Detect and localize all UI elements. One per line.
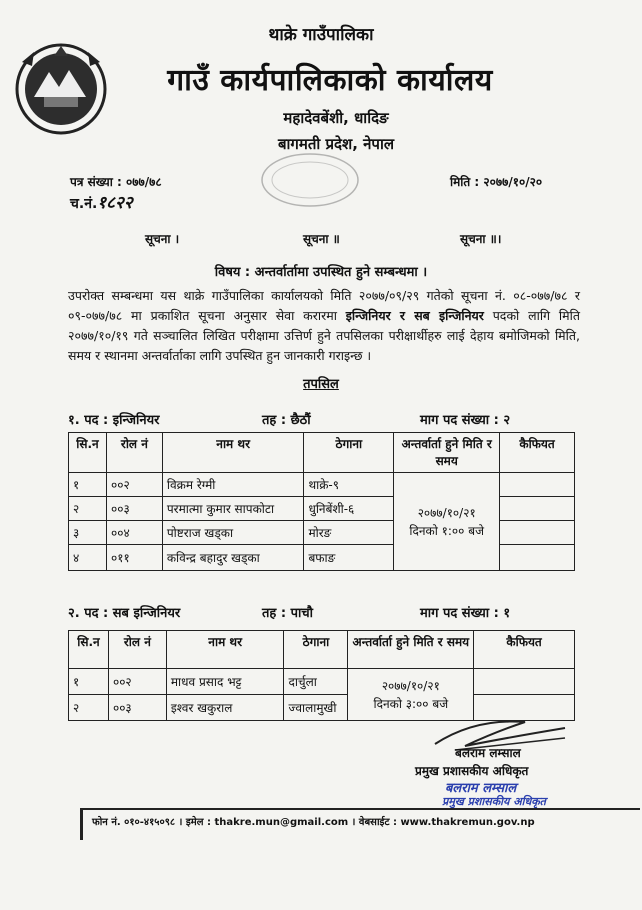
col-header-roll: रोल नं [108, 631, 166, 669]
body-bold-posts: इन्जिनियर र सब इन्जिनियर [345, 308, 484, 323]
cell-remarks [500, 497, 575, 521]
cell-name: कविन्द्र बहादुर खड्का [162, 545, 304, 571]
body-paragraph [68, 286, 580, 366]
cell-name: विक्रम रेग्मी [162, 473, 304, 497]
cell-remarks [500, 545, 575, 571]
cell-roll: ००२ [106, 473, 162, 497]
address-line-2: बागमती प्रदेश, नेपाल [277, 135, 395, 153]
col-header-sn: सि.न [69, 631, 109, 669]
sub-engineer-table [68, 630, 575, 721]
schedule-heading: तपसिल [303, 377, 339, 392]
body-text-1: उपरोक्त सम्बन्धमा यस थाक्रे गाउँपालिका कार्यालयको मिति २०७७/०९/२९ गतेको सूचना नं. ०८-०७७/७८ र ०९-०७७/७८ मा प्रकाशित सूचना अनुसार सेवा करारमा [68, 288, 580, 323]
col-header-interview: अन्तर्वार्ता हुने मिति र समय [348, 631, 474, 669]
interview-schedule-cell [394, 473, 500, 571]
dispatch-prefix: च.नं. [70, 196, 98, 212]
engineer-table [68, 432, 575, 571]
signatory-title: प्रमुख प्रशासकीय अधिकृत [415, 764, 529, 778]
cell-sn: २ [69, 695, 109, 721]
municipality-name: थाक्रे गाउँपालिका [268, 25, 374, 45]
cell-roll: ००२ [108, 669, 166, 695]
dispatch-value: १८२२ [97, 193, 133, 213]
notice-label-1: सूचना । [145, 232, 180, 246]
cell-roll: ०११ [106, 545, 162, 571]
cell-name: इश्वर खकुराल [166, 695, 284, 721]
table-row [69, 669, 575, 695]
signatory-name: बलराम लम्साल [455, 746, 521, 760]
interview-time: दिनको १:०० बजे [409, 523, 484, 538]
dispatch-number [70, 190, 133, 213]
reference-number: पत्र संख्या : ०७७/७८ [70, 175, 162, 189]
cell-roll: ००४ [106, 521, 162, 545]
col-header-address: ठेगाना [284, 631, 348, 669]
cell-sn: ३ [69, 521, 107, 545]
cell-sn: ४ [69, 545, 107, 571]
cell-remarks [500, 521, 575, 545]
stamp-name: बलराम लम्साल [445, 781, 517, 796]
cell-address: दार्चुला [284, 669, 348, 695]
post-2-level: तह : पाचौ [262, 606, 313, 621]
cell-remarks [500, 473, 575, 497]
cell-sn: १ [69, 473, 107, 497]
stamp-title: प्रमुख प्रशासकीय अधिकृत [442, 795, 546, 808]
interview-date: २०७७/१०/२१ [417, 505, 476, 520]
col-header-name: नाम थर [162, 433, 304, 473]
cell-sn: २ [69, 497, 107, 521]
footer-divider [80, 808, 640, 810]
post-1-title: १. पद : इन्जिनियर [68, 413, 160, 428]
post-2-title: २. पद : सब इन्जिनियर [68, 606, 181, 621]
cell-address: बफाङ [304, 545, 394, 571]
cell-name: पोष्टराज खड्का [162, 521, 304, 545]
cell-remarks [474, 669, 575, 695]
letter-date: मिति : २०७७/१०/२० [450, 175, 543, 189]
cell-roll: ००३ [106, 497, 162, 521]
col-header-name: नाम थर [166, 631, 284, 669]
col-header-roll: रोल नं [106, 433, 162, 473]
cell-name: परमात्मा कुमार सापकोटा [162, 497, 304, 521]
interview-date: २०७७/१०/२१ [381, 678, 440, 693]
address-line-1: महादेवबेंशी, धादिङ [283, 109, 389, 127]
footer-bar [80, 808, 83, 840]
table-row [69, 473, 575, 497]
office-title: गाउँ कार्यपालिकाको कार्यालय [167, 63, 493, 98]
cell-sn: १ [69, 669, 109, 695]
col-header-address: ठेगाना [304, 433, 394, 473]
cell-address: धुनिबेंशी-६ [304, 497, 394, 521]
cell-address: ज्वालामुखी [284, 695, 348, 721]
subject-line: विषय : अन्तर्वार्तामा उपस्थित हुने सम्बन्धमा । [214, 265, 428, 280]
cell-name: माधव प्रसाद भट्ट [166, 669, 284, 695]
notice-label-3: सूचना ॥। [460, 232, 502, 246]
office-stamp-icon [255, 150, 365, 210]
col-header-remarks: कैफियत [500, 433, 575, 473]
col-header-sn: सि.न [69, 433, 107, 473]
notice-label-2: सूचना ॥ [303, 232, 340, 246]
col-header-remarks: कैफियत [474, 631, 575, 669]
post-1-level: तह : छैठौं [262, 413, 311, 428]
cell-roll: ००३ [108, 695, 166, 721]
cell-address: मोरङ [304, 521, 394, 545]
post-1-demand: माग पद संख्या : २ [420, 413, 511, 428]
footer-contact: फोन नं. ०१०-४१५०९८ । इमेल : thakre.mun@gmail.com । वेबसाईट : www.thakremun.gov.np [92, 817, 535, 828]
interview-time: दिनको ३:०० बजे [373, 696, 449, 711]
post-2-demand: माग पद संख्या : १ [420, 606, 511, 621]
body-text-2: पदको लागि मिति २०७७/१०/१९ गते सञ्चालित लिखित परीक्षामा उत्तिर्ण हुने तपसिलका परीक्षार्थीहरु लाई देहाय बमोजिमको मिति, समय र स्थानमा अन्तर्वार्ताका लागि उपस्थित हुन जानकारी गराइन्छ । [68, 308, 580, 363]
col-header-interview: अन्तर्वार्ता हुने मिति र समय [394, 433, 500, 473]
cell-address: थाक्रे-९ [304, 473, 394, 497]
